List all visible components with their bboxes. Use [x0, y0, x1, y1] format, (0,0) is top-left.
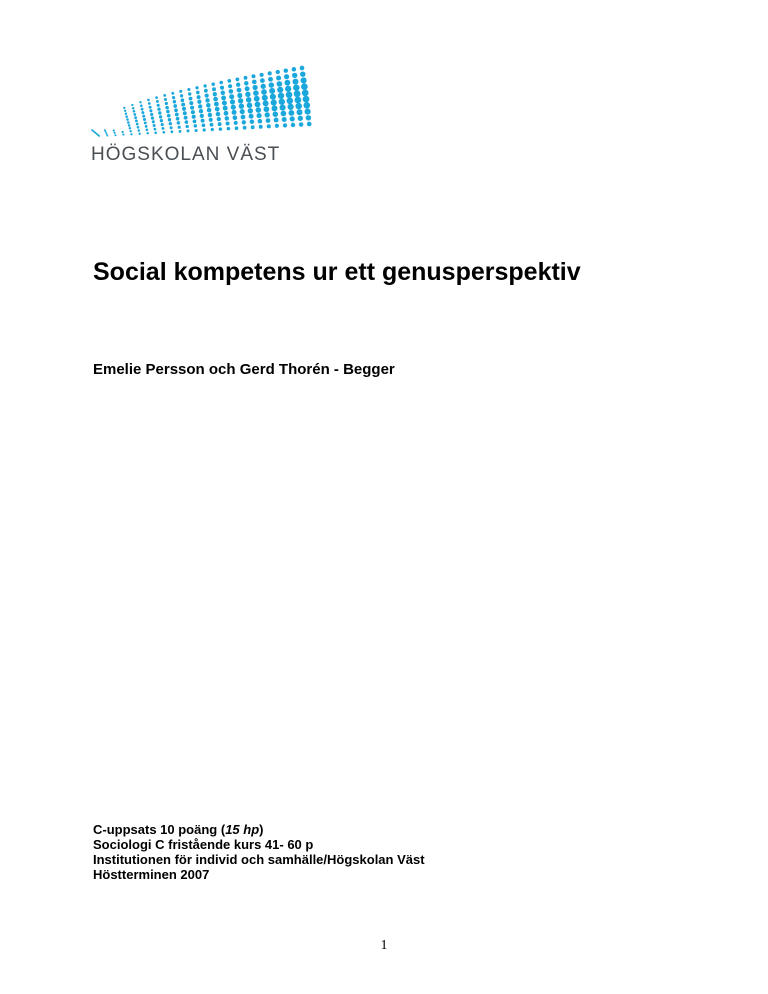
term-line: Höstterminen 2007 — [93, 867, 210, 882]
university-logo — [88, 58, 318, 168]
thesis-info-block — [93, 822, 425, 882]
document-authors: Emelie Persson och Gerd Thorén - Begger — [93, 361, 395, 378]
page-number: 1 — [380, 938, 388, 953]
document-title: Social kompetens ur ett genusperspektiv — [93, 258, 581, 286]
logo-dots-graphic — [88, 58, 318, 150]
course-line: Sociologi C fristående kurs 41- 60 p — [93, 837, 314, 852]
department-line: Institutionen för individ och samhälle/Högskolan Väst — [93, 852, 425, 867]
logo-wordmark: HÖGSKOLAN VÄST — [91, 144, 281, 165]
thesis-credits-line: C-uppsats 10 poäng (15 hp) — [93, 822, 264, 837]
